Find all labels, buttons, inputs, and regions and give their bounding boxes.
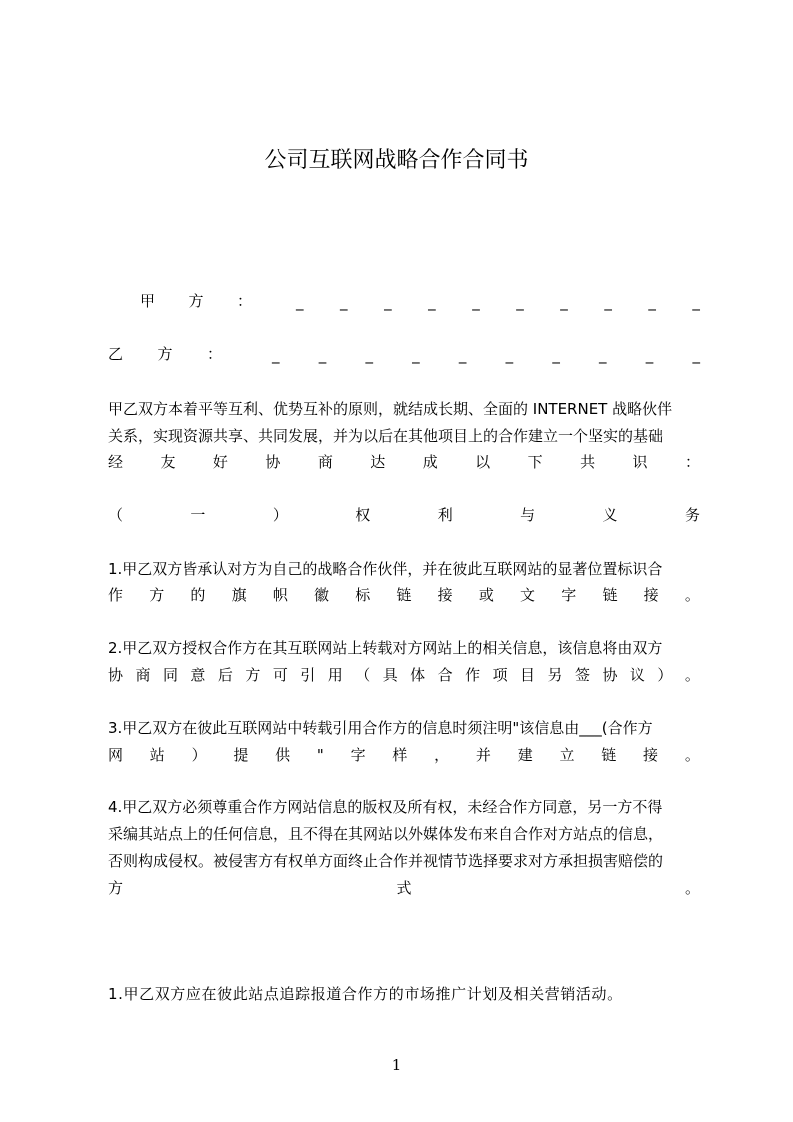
justified-char: 标 (355, 586, 371, 604)
justified-char: 同 (162, 666, 178, 684)
justified-char: 帜 (272, 586, 288, 604)
label-char: 乙 (108, 345, 124, 363)
justified-char: 旗 (231, 586, 247, 604)
s1-item1-line-2 (108, 586, 700, 605)
justified-char: （ (355, 666, 371, 684)
justified-char: 经 (108, 453, 124, 471)
justified-char: 的 (190, 586, 206, 604)
justified-char: 。 (684, 746, 700, 764)
justified-char: " (316, 746, 324, 764)
justified-char: 可 (272, 666, 288, 684)
intro-line-3 (108, 453, 700, 472)
justified-char: 义 (602, 506, 618, 524)
justified-char: 项 (492, 666, 508, 684)
s1-item4-line-1: 4.甲乙双方必须尊重合作方网站信息的版权及所有权，未经合作方同意，另一方不得 (108, 798, 663, 816)
blank-underscore: _ (412, 346, 420, 364)
justified-char: 用 (327, 666, 343, 684)
blank-underscore: _ (458, 346, 467, 364)
s1-item1-line-1: 1.甲乙双方皆承认对方为自己的战略合作伙伴，并在彼此互联网站的显著位置标识合 (108, 560, 663, 578)
justified-char: 与 (520, 506, 536, 524)
justified-char: 体 (410, 666, 426, 684)
blank-underscore: _ (692, 346, 700, 364)
justified-char: 接 (437, 586, 453, 604)
justified-char: 后 (217, 666, 233, 684)
blank-underscore: _ (552, 346, 560, 364)
s1-item3-line-2 (108, 746, 700, 765)
justified-char: 。 (684, 666, 700, 684)
justified-char: 一 (190, 506, 206, 524)
justified-char: 网 (108, 746, 124, 764)
blank-underscore: _ (272, 346, 280, 364)
justified-char: 样 (392, 746, 408, 764)
justified-char: 友 (160, 453, 176, 471)
justified-char: 成 (422, 453, 438, 471)
justified-char: 站 (149, 746, 165, 764)
section-heading-rights-obligations (108, 506, 700, 525)
party-a-blank[interactable] (296, 293, 700, 311)
justified-char: 立 (559, 746, 575, 764)
justified-char: 另 (547, 666, 563, 684)
justified-char: 方 (149, 586, 165, 604)
justified-char: 供 (275, 746, 291, 764)
s1-item4-line-4 (108, 879, 700, 898)
blank-underscore: _ (599, 346, 607, 364)
justified-char: 下 (527, 453, 543, 471)
justified-char: 链 (396, 586, 412, 604)
label-char: 方 (188, 292, 204, 310)
blank-underscore: _ (516, 293, 524, 311)
justified-char: 达 (370, 453, 386, 471)
justified-char: 建 (517, 746, 533, 764)
intro-line-1: 甲乙双方本着平等互利、优势互补的原则，就结成长期、全面的 INTERNET 战略伙伴 (108, 400, 673, 418)
justified-char: 签 (574, 666, 590, 684)
justified-char: 。 (684, 586, 700, 604)
blank-underscore: _ (365, 346, 373, 364)
justified-char: 识 (632, 453, 648, 471)
page-number: 1 (391, 1056, 402, 1074)
justified-char: ） (191, 746, 207, 764)
justified-char: 。 (684, 879, 700, 897)
blank-underscore: _ (472, 293, 480, 311)
justified-char: 共 (580, 453, 596, 471)
justified-char: 徽 (314, 586, 330, 604)
justified-char: 字 (350, 746, 366, 764)
blank-underscore: _ (428, 293, 436, 311)
blank-underscore: _ (692, 293, 700, 311)
justified-char: 合 (437, 666, 453, 684)
blank-underscore: _ (318, 346, 327, 364)
justified-char: 议 (629, 666, 645, 684)
justified-char: 方 (245, 666, 261, 684)
justified-char: （ (108, 506, 124, 524)
blank-underscore: _ (340, 293, 348, 311)
justified-char: 商 (317, 453, 333, 471)
s1-item4-line-2: 采编其站点上的任何信息，且不得在其网站以外媒体发布来自合作对方站点的信息， (108, 825, 664, 843)
s1-item4-line-3: 否则构成侵权。被侵害方有权单方面终止合作并视情节选择要求对方承担损害赔偿的 (108, 852, 664, 870)
label-char: ： (206, 345, 222, 363)
justified-char: 接 (643, 586, 659, 604)
justified-char: 作 (108, 586, 124, 604)
blank-underscore: _ (384, 293, 392, 311)
label-char: 甲 (140, 292, 156, 310)
justified-char: 协 (108, 666, 124, 684)
s1-item2-line-2 (108, 666, 700, 685)
justified-char: 权 (355, 506, 371, 524)
blank-underscore: _ (560, 293, 568, 311)
justified-char: 文 (520, 586, 536, 604)
justified-char: ） (657, 666, 673, 684)
party-a-label (140, 292, 252, 311)
s1-item3-line-1: 3.甲乙双方在彼此互联网站中转载引用合作方的信息时须注明"该信息由___(合作方 (108, 719, 653, 737)
blank-underscore: _ (505, 346, 514, 364)
justified-char: 好 (212, 453, 228, 471)
blank-underscore: _ (604, 293, 612, 311)
justified-char: 方 (108, 879, 124, 897)
blank-underscore: _ (296, 293, 304, 311)
label-char: 方 (157, 345, 173, 363)
justified-char: ， (434, 746, 450, 764)
justified-char: 商 (135, 666, 151, 684)
label-char: ： (236, 292, 252, 310)
s1-item2-line-1: 2.甲乙双方授权合作方在其互联网站上转载对方网站上的相关信息，该信息将由双方 (108, 639, 663, 657)
justified-char: 或 (478, 586, 494, 604)
justified-char: 字 (561, 586, 577, 604)
justified-char: 利 (437, 506, 453, 524)
blank-underscore: _ (645, 346, 654, 364)
justified-char: 提 (233, 746, 249, 764)
justified-char: 式 (396, 879, 412, 897)
blank-underscore: _ (648, 293, 656, 311)
party-b-label (108, 345, 222, 364)
justified-char: 协 (265, 453, 281, 471)
justified-char: 引 (300, 666, 316, 684)
document-title: 公司互联网战略合作合同书 (264, 148, 529, 173)
party-b-blank[interactable] (272, 346, 700, 364)
justified-char: 链 (602, 586, 618, 604)
justified-char: 以 (475, 453, 491, 471)
justified-char: 具 (382, 666, 398, 684)
justified-char: 协 (602, 666, 618, 684)
justified-char: 意 (190, 666, 206, 684)
intro-line-2: 关系，实现资源共享、共同发展，并为以后在其他项目上的合作建立一个坚实的基础 (108, 427, 664, 445)
justified-char: 目 (520, 666, 536, 684)
justified-char: ） (272, 506, 288, 524)
justified-char: 并 (475, 746, 491, 764)
justified-char: 链 (601, 746, 617, 764)
s2-item1-line-1: 1.甲乙双方应在彼此站点追踪报道合作方的市场推广计划及相关营销活动。 (108, 985, 623, 1003)
justified-char: 作 (465, 666, 481, 684)
justified-char: 接 (643, 746, 659, 764)
justified-char: 务 (684, 506, 700, 524)
justified-char: ： (684, 453, 700, 471)
